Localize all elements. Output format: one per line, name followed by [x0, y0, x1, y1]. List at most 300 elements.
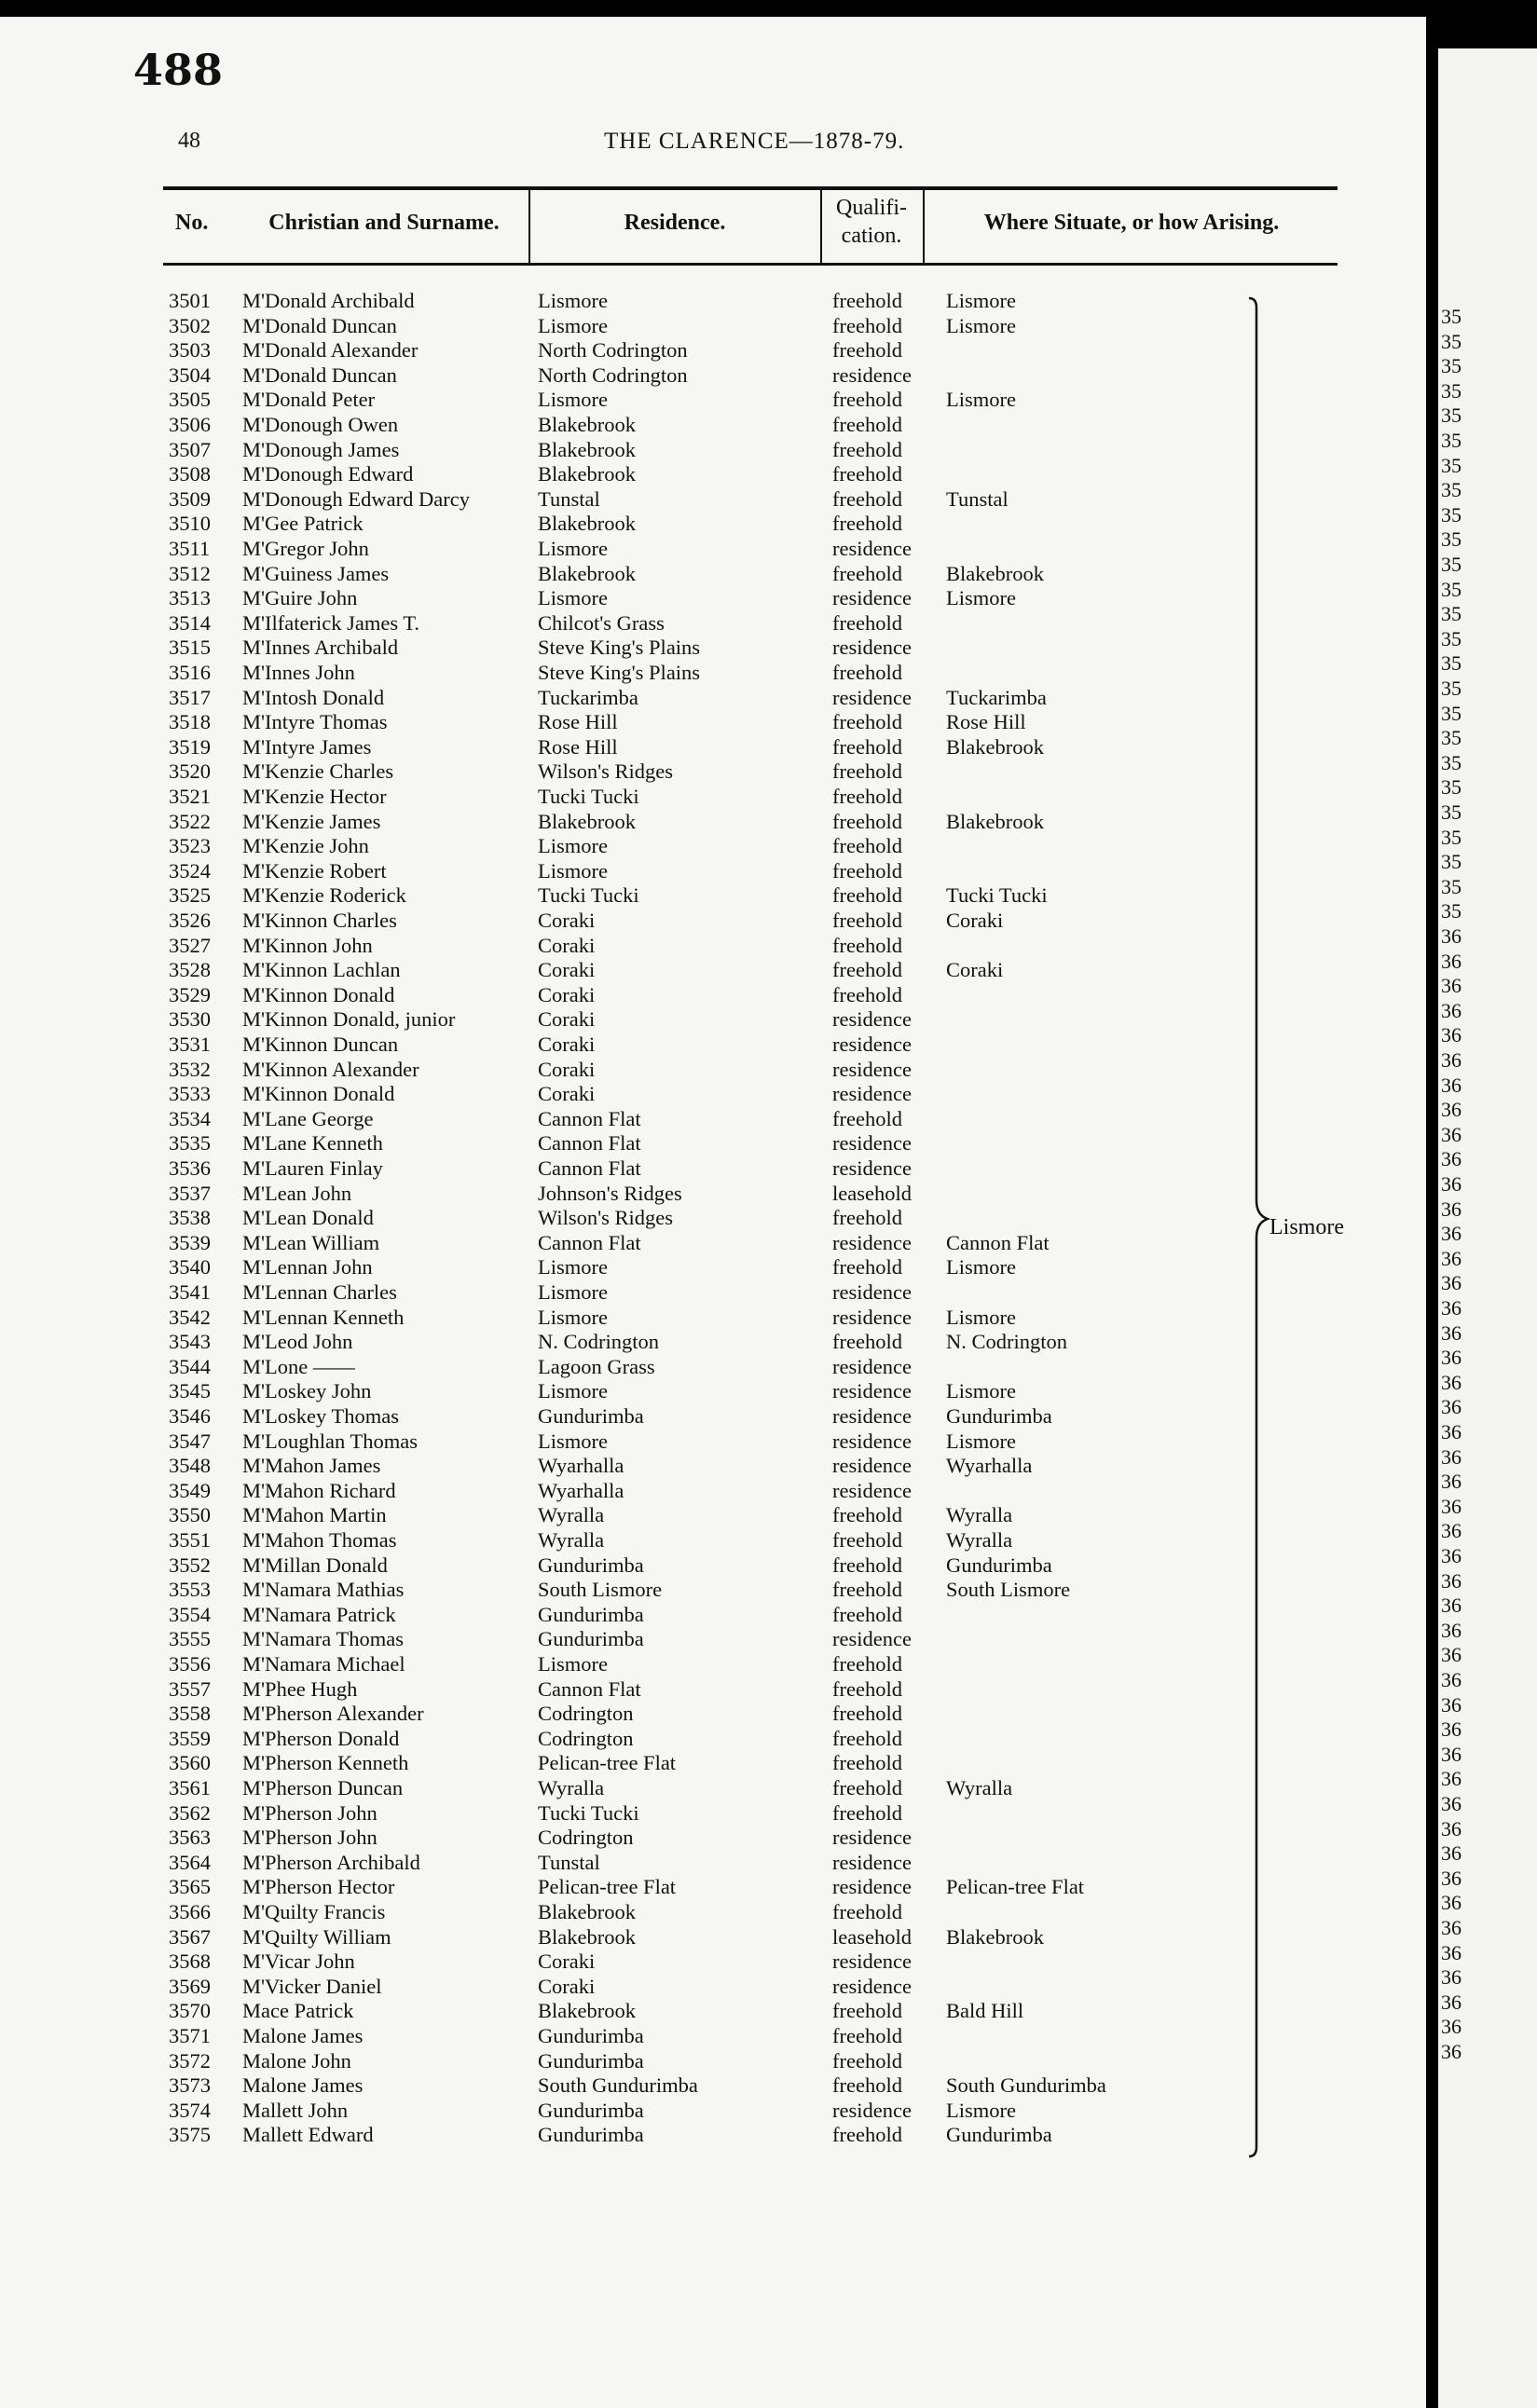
- entry-name: M'Vicker Daniel: [242, 1974, 382, 1998]
- entry-residence: Lismore: [538, 1305, 608, 1329]
- right-brace: [1247, 296, 1269, 2158]
- entry-number: 3570: [169, 1999, 211, 2023]
- column-divider-1: [528, 190, 530, 263]
- entry-number: 3554: [169, 1602, 211, 1626]
- entry-number: 3573: [169, 2073, 211, 2098]
- entry-number: 3540: [169, 1255, 211, 1279]
- adjacent-number: 36: [1441, 1717, 1462, 1742]
- entry-qualification: freehold: [832, 2024, 902, 2047]
- entry-qualification: residence: [832, 1404, 912, 1428]
- entry-number: 3560: [169, 1751, 211, 1775]
- entry-number: 3516: [169, 661, 211, 684]
- adjacent-number: 36: [1441, 1767, 1462, 1791]
- entry-residence: Coraki: [538, 933, 596, 957]
- entry-number: 3558: [169, 1702, 211, 1726]
- entry-residence: Blakebrook: [538, 413, 636, 436]
- entry-where: Blakebrook: [946, 561, 1044, 585]
- entry-residence: Coraki: [538, 1974, 596, 1998]
- entry-residence: Gundurimba: [538, 2098, 644, 2122]
- entry-qualification: freehold: [832, 1206, 902, 1230]
- adjacent-number: 36: [1441, 1692, 1462, 1717]
- adjacent-number: 35: [1441, 329, 1462, 353]
- header-bottom-rule: [163, 263, 1338, 266]
- entry-residence: Blakebrook: [538, 437, 636, 461]
- entry-residence: Wilson's Ridges: [538, 1206, 674, 1230]
- entry-residence: Wyarhalla: [538, 1454, 624, 1478]
- entry-name: M'Lauren Finlay: [242, 1156, 383, 1180]
- entry-residence: Coraki: [538, 958, 596, 982]
- adjacent-number: 35: [1441, 850, 1462, 874]
- entry-number: 3526: [169, 909, 211, 932]
- entry-name: M'Lean William: [242, 1230, 380, 1254]
- adjacent-number: 36: [1441, 1742, 1462, 1766]
- adjacent-number: 36: [1441, 1470, 1462, 1494]
- adjacent-number: 36: [1441, 1618, 1462, 1642]
- entry-residence: Rose Hill: [538, 734, 618, 759]
- entry-number: 3546: [169, 1404, 211, 1428]
- adjacent-page-strip: [1438, 48, 1537, 2408]
- entry-number: 3575: [169, 2123, 211, 2147]
- entry-where: Gundurimba: [946, 1404, 1052, 1428]
- entry-number: 3543: [169, 1330, 211, 1354]
- entry-number: 3525: [169, 883, 211, 908]
- entry-number: 3507: [169, 437, 211, 461]
- entry-number: 3520: [169, 759, 211, 784]
- entry-qualification: freehold: [832, 437, 902, 461]
- entry-residence: Lismore: [538, 586, 608, 610]
- entry-qualification: freehold: [832, 909, 902, 932]
- entry-residence: Gundurimba: [538, 1404, 644, 1428]
- adjacent-number: 35: [1441, 825, 1462, 849]
- entry-residence: Wyralla: [538, 1503, 605, 1527]
- entry-qualification: freehold: [832, 1578, 902, 1602]
- adjacent-number: 36: [1441, 1668, 1462, 1691]
- entry-number: 3535: [169, 1131, 211, 1156]
- entry-number: 3518: [169, 710, 211, 734]
- entry-name: Mallett John: [242, 2098, 349, 2122]
- entry-where: Blakebrook: [946, 809, 1044, 833]
- adjacent-number: 36: [1441, 1048, 1462, 1072]
- entry-qualification: residence: [832, 1974, 912, 1998]
- entry-where: Wyralla: [946, 1776, 1013, 1799]
- entry-name: Malone James: [242, 2024, 364, 2047]
- entry-where: Lismore: [946, 388, 1016, 412]
- entry-name: M'Intyre Thomas: [242, 710, 388, 734]
- entry-residence: Chilcot's Grass: [538, 610, 665, 635]
- entry-qualification: residence: [832, 636, 912, 660]
- entry-name: M'Namara Michael: [242, 1652, 405, 1676]
- entry-where: Lismore: [946, 313, 1016, 337]
- entry-qualification: freehold: [832, 313, 902, 337]
- entry-qualification: freehold: [832, 2073, 902, 2098]
- adjacent-number: 35: [1441, 478, 1462, 502]
- entry-number: 3562: [169, 1800, 211, 1825]
- entry-name: M'Kinnon Lachlan: [242, 958, 401, 982]
- entry-residence: Wilson's Ridges: [538, 759, 674, 784]
- entry-number: 3549: [169, 1478, 211, 1502]
- entry-qualification: residence: [832, 1429, 912, 1453]
- adjacent-number: 35: [1441, 677, 1462, 700]
- entry-name: M'Lane George: [242, 1106, 374, 1130]
- entry-residence: Lismore: [538, 1379, 608, 1403]
- entry-residence: Tucki Tucki: [538, 785, 639, 808]
- entry-qualification: freehold: [832, 413, 902, 436]
- entry-residence: North Codrington: [538, 363, 688, 387]
- adjacent-number: 36: [1441, 1544, 1462, 1567]
- entry-residence: Blakebrook: [538, 1999, 636, 2023]
- entry-qualification: freehold: [832, 1330, 902, 1354]
- entry-qualification: freehold: [832, 834, 902, 858]
- entry-where: Lismore: [946, 2098, 1016, 2122]
- adjacent-number: 36: [1441, 1122, 1462, 1146]
- entry-name: M'Vicar John: [242, 1950, 355, 1974]
- entry-where: Wyarhalla: [946, 1454, 1033, 1478]
- entry-where: Gundurimba: [946, 2123, 1052, 2147]
- page-number: 48: [178, 129, 200, 153]
- entry-residence: Steve King's Plains: [538, 636, 701, 660]
- entry-number: 3512: [169, 561, 211, 585]
- adjacent-number: 36: [1441, 1346, 1462, 1370]
- entry-qualification: freehold: [832, 512, 902, 536]
- entry-residence: Cannon Flat: [538, 1676, 641, 1701]
- entry-name: M'Kinnon Charles: [242, 909, 397, 932]
- entry-number: 3563: [169, 1826, 211, 1850]
- entry-where: Lismore: [946, 586, 1016, 610]
- adjacent-number: 36: [1441, 1965, 1462, 1990]
- entry-residence: Cannon Flat: [538, 1156, 641, 1180]
- entry-name: M'Namara Thomas: [242, 1627, 404, 1651]
- entry-residence: Blakebrook: [538, 512, 636, 536]
- entry-number: 3556: [169, 1652, 211, 1676]
- entry-where: Cannon Flat: [946, 1230, 1050, 1254]
- entry-residence: Wyralla: [538, 1528, 605, 1552]
- entry-number: 3534: [169, 1106, 211, 1130]
- entry-name: M'Lennan Charles: [242, 1280, 397, 1304]
- entry-name: M'Kenzie Charles: [242, 759, 394, 784]
- column-divider-3: [923, 190, 925, 263]
- adjacent-number: 35: [1441, 305, 1462, 328]
- entry-number: 3550: [169, 1503, 211, 1527]
- entry-where: Lismore: [946, 1305, 1016, 1329]
- entry-qualification: freehold: [832, 958, 902, 982]
- entry-where: Wyralla: [946, 1528, 1013, 1552]
- entry-name: M'Pherson Archibald: [242, 1850, 420, 1874]
- entry-residence: Coraki: [538, 982, 596, 1006]
- adjacent-number: 35: [1441, 553, 1462, 576]
- entry-qualification: residence: [832, 685, 912, 709]
- entry-number: 3521: [169, 785, 211, 808]
- entry-name: M'Gee Patrick: [242, 512, 364, 536]
- entry-name: M'Quilty William: [242, 1924, 391, 1949]
- adjacent-number: 35: [1441, 404, 1462, 428]
- adjacent-number: 36: [1441, 924, 1462, 948]
- entry-number: 3555: [169, 1627, 211, 1651]
- entry-name: M'Kinnon John: [242, 933, 373, 957]
- entry-where: Wyralla: [946, 1503, 1013, 1527]
- adjacent-number: 36: [1441, 1296, 1462, 1320]
- adjacent-number: 35: [1441, 874, 1462, 898]
- entry-number: 3513: [169, 586, 211, 610]
- entry-name: M'Pherson Alexander: [242, 1702, 424, 1726]
- adjacent-number: 36: [1441, 2015, 1462, 2039]
- entry-qualification: freehold: [832, 289, 902, 312]
- entry-number: 3530: [169, 1007, 211, 1032]
- adjacent-number: 36: [1441, 1494, 1462, 1518]
- entry-residence: Lismore: [538, 388, 608, 412]
- entry-number: 3566: [169, 1900, 211, 1923]
- entry-residence: Wyralla: [538, 1776, 605, 1799]
- adjacent-number: 36: [1441, 1246, 1462, 1270]
- entry-number: 3559: [169, 1726, 211, 1750]
- adjacent-number: 35: [1441, 502, 1462, 527]
- entry-qualification: freehold: [832, 1776, 902, 1799]
- entry-name: M'Lean Donald: [242, 1206, 374, 1230]
- adjacent-number: 36: [1441, 1420, 1462, 1443]
- entry-residence: Blakebrook: [538, 561, 636, 585]
- entry-number: 3561: [169, 1776, 211, 1799]
- entry-name: M'Guire John: [242, 586, 358, 610]
- entry-qualification: residence: [832, 1280, 912, 1304]
- entry-name: M'Pherson Hector: [242, 1875, 395, 1899]
- entry-number: 3503: [169, 338, 211, 363]
- column-header-qualification: [822, 194, 921, 250]
- entry-name: M'Donough Edward Darcy: [242, 486, 470, 511]
- entry-number: 3547: [169, 1429, 211, 1453]
- entry-number: 3544: [169, 1354, 211, 1378]
- entry-residence: Lismore: [538, 1280, 608, 1304]
- entry-residence: Lismore: [538, 289, 608, 312]
- entry-number: 3557: [169, 1676, 211, 1701]
- entry-residence: Pelican-tree Flat: [538, 1875, 677, 1899]
- entry-residence: Lismore: [538, 313, 608, 337]
- adjacent-number: 35: [1441, 378, 1462, 403]
- running-head: THE CLARENCE—1878-79.: [604, 129, 905, 154]
- entry-where: Lismore: [946, 1255, 1016, 1279]
- entry-qualification: freehold: [832, 1751, 902, 1775]
- entry-name: M'Loskey John: [242, 1379, 372, 1403]
- entry-residence: Gundurimba: [538, 2123, 644, 2147]
- entry-qualification: freehold: [832, 1255, 902, 1279]
- entry-qualification: freehold: [832, 1602, 902, 1626]
- entry-residence: Cannon Flat: [538, 1131, 641, 1156]
- entry-number: 3528: [169, 958, 211, 982]
- entry-number: 3519: [169, 734, 211, 759]
- entry-name: M'Donough Owen: [242, 413, 399, 436]
- column-header-where: Where Situate, or how Arising.: [983, 211, 1280, 235]
- entry-where: Bald Hill: [946, 1999, 1024, 2023]
- entry-name: M'Quilty Francis: [242, 1900, 386, 1923]
- entry-qualification: freehold: [832, 2048, 902, 2073]
- entry-where: Lismore: [946, 289, 1016, 312]
- entry-name: M'Lone ——: [242, 1354, 355, 1378]
- entry-residence: Tucki Tucki: [538, 883, 639, 908]
- entry-name: M'Pherson Donald: [242, 1726, 400, 1750]
- entry-name: M'Kinnon Donald: [242, 982, 395, 1006]
- entry-name: M'Namara Mathias: [242, 1578, 405, 1602]
- adjacent-number: 36: [1441, 1098, 1462, 1122]
- entry-residence: Coraki: [538, 1007, 596, 1032]
- entry-qualification: freehold: [832, 1553, 902, 1577]
- entry-qualification: residence: [832, 1007, 912, 1032]
- adjacent-number: 35: [1441, 602, 1462, 626]
- entry-name: M'Mahon Thomas: [242, 1528, 397, 1552]
- adjacent-number: 35: [1441, 800, 1462, 824]
- entry-qualification: residence: [832, 1875, 912, 1899]
- entry-number: 3514: [169, 610, 211, 635]
- entry-qualification: freehold: [832, 1652, 902, 1676]
- adjacent-number: 36: [1441, 1320, 1462, 1345]
- entry-number: 3552: [169, 1553, 211, 1577]
- entry-number: 3515: [169, 636, 211, 660]
- adjacent-number: 36: [1441, 1916, 1462, 1939]
- entry-name: M'Innes Archibald: [242, 636, 399, 660]
- entry-residence: Johnson's Ridges: [538, 1181, 682, 1205]
- adjacent-number: 36: [1441, 1172, 1462, 1196]
- column-header-residence: Residence.: [624, 211, 726, 235]
- entry-name: M'Kenzie John: [242, 834, 369, 858]
- adjacent-number: 36: [1441, 1271, 1462, 1295]
- entry-residence: Gundurimba: [538, 1602, 644, 1626]
- entry-number: 3531: [169, 1033, 211, 1056]
- entry-name: M'Intyre James: [242, 734, 372, 759]
- entry-residence: Rose Hill: [538, 710, 618, 734]
- entry-name: M'Kinnon Donald, junior: [242, 1007, 456, 1032]
- entry-residence: Codrington: [538, 1702, 634, 1726]
- entry-where: Coraki: [946, 958, 1004, 982]
- entry-residence: Pelican-tree Flat: [538, 1751, 677, 1775]
- entry-where: Tuckarimba: [946, 685, 1047, 709]
- entry-name: M'Pherson John: [242, 1826, 377, 1850]
- entry-qualification: residence: [832, 363, 912, 387]
- adjacent-number: 36: [1441, 1444, 1462, 1469]
- entry-qualification: residence: [832, 1033, 912, 1056]
- entry-residence: Coraki: [538, 1057, 596, 1081]
- entry-number: 3533: [169, 1082, 211, 1106]
- entry-qualification: residence: [832, 1131, 912, 1156]
- entry-residence: Steve King's Plains: [538, 661, 701, 684]
- entry-residence: Codrington: [538, 1726, 634, 1750]
- entry-residence: Lagoon Grass: [538, 1354, 655, 1378]
- entry-residence: N. Codrington: [538, 1330, 660, 1354]
- entry-name: M'Donald Alexander: [242, 338, 419, 363]
- entry-residence: North Codrington: [538, 338, 688, 363]
- entry-qualification: residence: [832, 2098, 912, 2122]
- entry-name: M'Loughlan Thomas: [242, 1429, 418, 1453]
- entry-number: 3551: [169, 1528, 211, 1552]
- entry-name: M'Millan Donald: [242, 1553, 388, 1577]
- entry-qualification: residence: [832, 1379, 912, 1403]
- entry-name: M'Lane Kenneth: [242, 1131, 383, 1156]
- entry-where: Pelican-tree Flat: [946, 1875, 1085, 1899]
- entry-qualification: residence: [832, 586, 912, 610]
- entry-name: M'Mahon James: [242, 1454, 381, 1478]
- entry-qualification: freehold: [832, 1676, 902, 1701]
- entry-qualification: freehold: [832, 1106, 902, 1130]
- entry-name: M'Innes John: [242, 661, 355, 684]
- adjacent-number: 36: [1441, 1370, 1462, 1394]
- adjacent-number: 36: [1441, 1147, 1462, 1171]
- entry-name: M'Mahon Richard: [242, 1478, 396, 1502]
- entry-number: 3565: [169, 1875, 211, 1899]
- entry-number: 3569: [169, 1974, 211, 1998]
- entry-name: M'Kenzie Robert: [242, 858, 387, 882]
- entry-qualification: residence: [832, 1478, 912, 1502]
- entry-residence: Blakebrook: [538, 462, 636, 486]
- adjacent-number: 36: [1441, 2040, 1462, 2063]
- entry-where: South Gundurimba: [946, 2073, 1106, 2098]
- entry-number: 3545: [169, 1379, 211, 1403]
- entry-number: 3508: [169, 462, 211, 486]
- entry-qualification: freehold: [832, 338, 902, 363]
- entry-name: M'Kenzie Hector: [242, 785, 387, 808]
- entry-qualification: residence: [832, 1057, 912, 1081]
- entry-number: 3517: [169, 685, 211, 709]
- entry-number: 3532: [169, 1057, 211, 1081]
- bracket-label: Lismore: [1269, 1215, 1344, 1239]
- entry-qualification: residence: [832, 1156, 912, 1180]
- entry-name: Mallett Edward: [242, 2123, 374, 2147]
- entry-qualification: freehold: [832, 610, 902, 635]
- qualification-header-text: Qualifi- cation.: [836, 196, 907, 248]
- entry-number: 3541: [169, 1280, 211, 1304]
- entry-name: M'Phee Hugh: [242, 1676, 358, 1701]
- entry-number: 3568: [169, 1950, 211, 1974]
- entry-where: Gundurimba: [946, 1553, 1052, 1577]
- entry-name: M'Ilfaterick James T.: [242, 610, 420, 635]
- entry-residence: Coraki: [538, 1082, 596, 1106]
- entry-name: M'Kinnon Donald: [242, 1082, 395, 1106]
- entry-number: 3522: [169, 809, 211, 833]
- entry-qualification: freehold: [832, 1999, 902, 2023]
- entry-number: 3511: [169, 537, 211, 560]
- entry-number: 3527: [169, 933, 211, 957]
- adjacent-number: 36: [1441, 1841, 1462, 1866]
- entry-qualification: freehold: [832, 1900, 902, 1923]
- entry-name: M'Donald Duncan: [242, 363, 397, 387]
- adjacent-number: 36: [1441, 1519, 1462, 1543]
- entry-name: M'Guiness James: [242, 561, 390, 585]
- entry-qualification: residence: [832, 1082, 912, 1106]
- entry-number: 3501: [169, 289, 211, 312]
- entry-qualification: freehold: [832, 2123, 902, 2147]
- entry-number: 3553: [169, 1578, 211, 1602]
- entry-qualification: freehold: [832, 462, 902, 486]
- adjacent-number: 36: [1441, 1891, 1462, 1915]
- adjacent-number: 35: [1441, 651, 1462, 676]
- entry-qualification: freehold: [832, 858, 902, 882]
- adjacent-number: 35: [1441, 577, 1462, 601]
- entry-qualification: residence: [832, 537, 912, 560]
- entry-qualification: freehold: [832, 388, 902, 412]
- entry-residence: Blakebrook: [538, 1900, 636, 1923]
- entry-residence: Tucki Tucki: [538, 1800, 639, 1825]
- entry-number: 3524: [169, 858, 211, 882]
- entry-number: 3504: [169, 363, 211, 387]
- entry-number: 3539: [169, 1230, 211, 1254]
- adjacent-number: 35: [1441, 429, 1462, 452]
- entry-name: M'Namara Patrick: [242, 1602, 396, 1626]
- entry-residence: Coraki: [538, 909, 596, 932]
- entry-name: M'Kinnon Duncan: [242, 1033, 399, 1056]
- entry-qualification: freehold: [832, 1726, 902, 1750]
- entry-residence: Tunstal: [538, 486, 600, 511]
- entry-name: M'Pherson John: [242, 1800, 377, 1825]
- entry-name: M'Lennan John: [242, 1255, 373, 1279]
- entry-qualification: freehold: [832, 1800, 902, 1825]
- entry-qualification: freehold: [832, 1528, 902, 1552]
- entry-where: Lismore: [946, 1429, 1016, 1453]
- adjacent-number: 36: [1441, 949, 1462, 973]
